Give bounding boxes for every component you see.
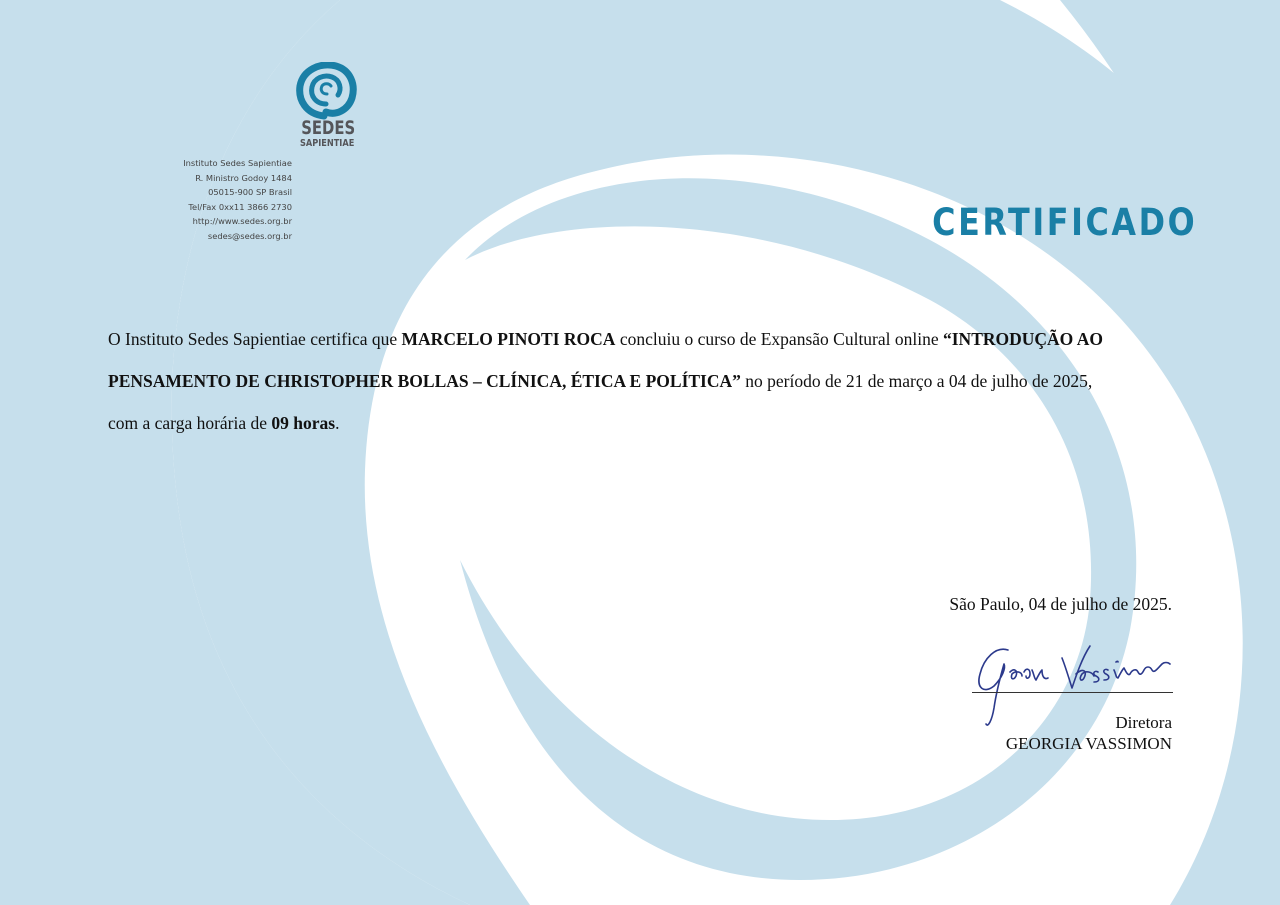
signer-role: Diretora xyxy=(1115,713,1172,732)
address-line: R. Ministro Godoy 1484 xyxy=(195,172,292,183)
logo-wordmark xyxy=(294,118,360,149)
body-text-part: no período de 21 de março a 04 de julho de 2025, xyxy=(740,371,1093,391)
body-text-part: O Instituto Sedes Sapientiae certifica que xyxy=(108,329,402,349)
address-line: Instituto Sedes Sapientiae xyxy=(183,158,292,168)
course-hours: 09 horas xyxy=(271,413,336,433)
course-title-line2: PENSAMENTO DE CHRISTOPHER BOLLAS – CLÍNICA, ÉTICA E POLÍTICA” xyxy=(108,371,741,391)
certificate-body xyxy=(108,318,1188,444)
course-title-line1: “INTRODUÇÃO AO xyxy=(943,329,1103,349)
signer-name: GEORGIA VASSIMON xyxy=(1005,734,1172,753)
recipient-name: MARCELO PINOTI ROCA xyxy=(401,329,616,349)
address-website: http://www.sedes.org.br xyxy=(192,216,292,226)
logo-wordmark-line2: SAPIENTIAE xyxy=(299,138,355,149)
address-line: 05015-900 SP Brasil xyxy=(208,187,292,197)
body-text-part: concluiu o curso de Expansão Cultural online xyxy=(615,329,943,349)
body-text-part: com a carga horária de xyxy=(108,413,272,433)
certificate-title: CERTIFICADO xyxy=(931,201,1197,244)
institute-address xyxy=(150,156,292,243)
body-text-part: . xyxy=(335,413,340,433)
signature-line xyxy=(972,692,1173,693)
place-and-date: São Paulo, 04 de julho de 2025. xyxy=(949,594,1172,614)
address-email: sedes@sedes.org.br xyxy=(207,230,292,241)
address-line: Tel/Fax 0xx11 3866 2730 xyxy=(188,201,292,212)
logo-wordmark-line1: SEDES xyxy=(301,117,356,139)
